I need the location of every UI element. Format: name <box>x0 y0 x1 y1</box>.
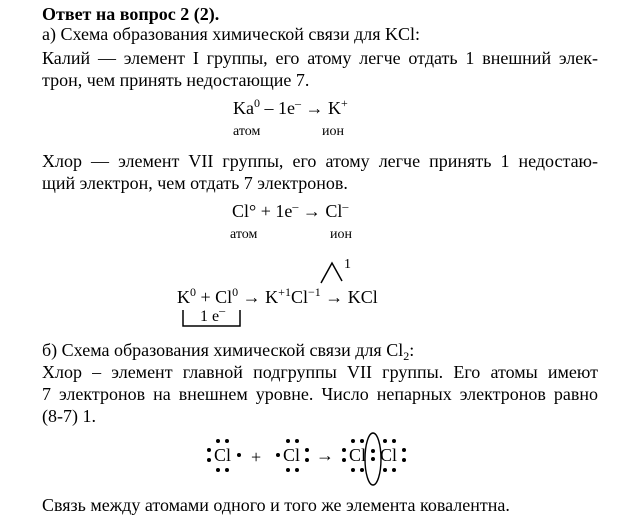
full-eq-cl-ion: Cl <box>290 287 308 307</box>
electron-transfer-charge: – <box>219 303 226 317</box>
full-eq-k: K <box>177 287 190 307</box>
lewis-plus: + <box>251 447 262 467</box>
full-eq-arrow-kcl: → KCl <box>320 287 378 307</box>
chlorine-equation <box>232 200 348 222</box>
conclusion-text: Связь между атомами одного и того же элемента ковалентна. <box>42 495 510 515</box>
part-b-line-1: Хлор – элемент главной подгруппы VII группы. Его атомы имеют <box>42 362 598 382</box>
potassium-text-line-1: Калий — элемент I группы, его атому легче отдать 1 внешний элек- <box>42 48 598 68</box>
label-ion: ион <box>330 227 352 242</box>
label-atom: атом <box>233 124 261 139</box>
electron-transfer-text: 1 e <box>200 308 220 325</box>
eq-k-electron-charge: – <box>295 96 301 110</box>
part-b-line-2: 7 электронов на внешнем уровне. Число непарных электронов равно <box>42 384 598 404</box>
chlorine-text-line-2: щий электрон, чем отдать 7 электронов. <box>42 173 348 193</box>
arrow-icon: → <box>298 201 326 221</box>
lewis-cl-atom-4: Cl <box>380 445 398 465</box>
lewis-cl-atom-1: Cl <box>214 445 232 465</box>
full-eq-cl-charge: 0 <box>232 285 239 299</box>
eq-cl-product-charge: – <box>342 199 349 213</box>
full-eq-arrow-k: → K <box>238 287 279 307</box>
full-eq-k-ion-charge: +1 <box>278 285 291 299</box>
lewis-cl-atom-2: Cl <box>283 445 301 465</box>
eq-k-reactant-charge: 0 <box>254 96 260 110</box>
lewis-cl-atom-3: Cl <box>349 445 367 465</box>
electron-transfer-label <box>200 303 226 328</box>
eq-cl-reactant: Cl° <box>232 201 257 221</box>
label-ion: ион <box>322 124 344 139</box>
eq-k-product: K <box>328 98 341 118</box>
part-b-line-3: (8-7) 1. <box>42 406 96 426</box>
eq-k-reactant: Ka <box>233 98 254 118</box>
answer-heading: Ответ на вопрос 2 (2). <box>42 4 220 24</box>
label-atom: атом <box>230 227 258 242</box>
bond-mark-label: 1 <box>344 257 351 272</box>
full-eq-plus-cl: + Cl <box>196 287 233 307</box>
arrow-icon: → <box>316 445 334 465</box>
arrow-icon: → <box>301 98 328 118</box>
part-b-title-subscript: 2 <box>403 349 410 363</box>
eq-cl-product: Cl <box>325 201 343 221</box>
full-eq-k-charge: 0 <box>190 285 196 299</box>
part-b-title-text: б) Схема образования химической связи для Cl <box>42 340 404 360</box>
eq-cl-plus-electron: + 1e <box>256 201 293 221</box>
bond-mark-icon <box>318 255 358 285</box>
shared-pair-oval-icon <box>355 428 391 490</box>
potassium-text-line-2: трон, чем принять недостающие 7. <box>42 70 310 90</box>
eq-k-product-charge: + <box>341 96 348 110</box>
part-b-title-colon: : <box>409 340 415 360</box>
chlorine-text-line-1: Хлор — элемент VII группы, его атому легче принять 1 недостаю- <box>42 151 598 171</box>
eq-cl-electron-charge: – <box>292 199 299 213</box>
full-eq-cl-ion-charge: −1 <box>307 285 321 299</box>
potassium-equation <box>233 97 348 119</box>
part-a-title: а) Схема образования химической связи для KCl: <box>42 24 421 44</box>
eq-k-minus-electron: – 1e <box>260 98 295 118</box>
part-b-title <box>42 339 414 361</box>
full-equation <box>177 286 378 308</box>
